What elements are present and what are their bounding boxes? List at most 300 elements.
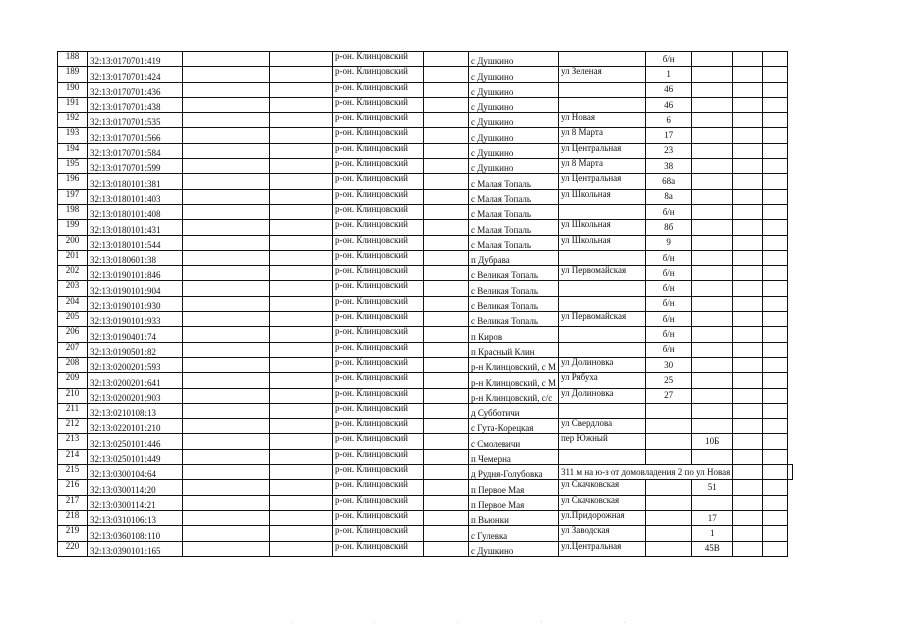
street-name: ул 8 Марта: [558, 159, 645, 174]
street-name: [558, 296, 645, 311]
cadastral-number: 32:13:0250101:449: [88, 449, 183, 464]
empty-cell: [270, 296, 333, 311]
empty-cell: [692, 296, 733, 311]
row-number: 217: [58, 495, 88, 510]
empty-cell: [424, 510, 469, 525]
empty-cell: [733, 312, 763, 327]
cadastral-number: 32:13:0170701:438: [88, 97, 183, 112]
district-name: р-он. Клинцовский: [333, 419, 424, 434]
empty-cell: [692, 373, 733, 388]
empty-cell: [183, 327, 270, 342]
house-number: 1: [646, 67, 692, 82]
empty-cell: [424, 189, 469, 204]
empty-cell: [270, 113, 333, 128]
house-number: 23: [646, 143, 692, 158]
row-number: 211: [58, 403, 88, 418]
empty-cell: [270, 52, 333, 67]
empty-cell: [183, 189, 270, 204]
row-number: 205: [58, 312, 88, 327]
district-name: р-он. Клинцовский: [333, 465, 424, 480]
row-number: 207: [58, 342, 88, 357]
empty-cell: [692, 143, 733, 158]
empty-cell: [692, 67, 733, 82]
empty-cell: [646, 434, 692, 449]
empty-cell: [692, 312, 733, 327]
street-name: [558, 327, 645, 342]
table-row: [58, 281, 793, 296]
cadastral-number: 32:13:0170701:535: [88, 113, 183, 128]
empty-cell: [183, 465, 270, 480]
cadastral-number: 32:13:0170701:599: [88, 159, 183, 174]
house-number: [646, 541, 692, 556]
street-name: [558, 82, 645, 97]
empty-cell: [692, 250, 733, 265]
cadastral-number: 32:13:0180601:38: [88, 250, 183, 265]
empty-cell: [424, 204, 469, 219]
empty-cell: [424, 403, 469, 418]
street-name: ул Школьная: [558, 235, 645, 250]
empty-cell: [270, 204, 333, 219]
row-number: 215: [58, 465, 88, 480]
district-name: р-он. Клинцовский: [333, 204, 424, 219]
cadastral-number: 32:13:0170701:436: [88, 82, 183, 97]
empty-cell: [270, 342, 333, 357]
empty-cell: [733, 189, 763, 204]
street-name: ул Долиновка: [558, 357, 645, 372]
empty-cell: [424, 266, 469, 281]
street-name: [558, 52, 645, 67]
cadastral-number: 32:13:0200201:641: [88, 373, 183, 388]
house-number: 1: [692, 526, 733, 541]
locality-name: с Душкино: [469, 113, 559, 128]
empty-cell: [763, 189, 788, 204]
empty-cell: [183, 342, 270, 357]
cadastral-number: 32:13:0170701:424: [88, 67, 183, 82]
empty-cell: [183, 357, 270, 372]
row-number: 194: [58, 143, 88, 158]
empty-cell: [270, 281, 333, 296]
empty-cell: [692, 266, 733, 281]
cadastral-number: 32:13:0360108:110: [88, 526, 183, 541]
empty-cell: [763, 52, 788, 67]
empty-cell: [763, 541, 788, 556]
empty-cell: [763, 143, 788, 158]
locality-name: с Душкино: [469, 82, 559, 97]
empty-cell: [763, 465, 788, 480]
street-name: ул Скачковская: [558, 480, 645, 495]
empty-cell: [733, 541, 763, 556]
table-row: [58, 296, 793, 311]
table-row: [58, 204, 793, 219]
table-row: [58, 266, 793, 281]
row-number: 212: [58, 419, 88, 434]
empty-cell: [183, 434, 270, 449]
street-name: ул Центральная: [558, 174, 645, 189]
house-number: 25: [646, 373, 692, 388]
street-name: ул Центральная: [558, 143, 645, 158]
district-name: р-он. Клинцовский: [333, 235, 424, 250]
cadastral-number: 32:13:0300114:21: [88, 495, 183, 510]
street-name: ул Свердлова: [558, 419, 645, 434]
district-name: р-он. Клинцовский: [333, 480, 424, 495]
house-number: 17: [692, 510, 733, 525]
empty-cell: [763, 480, 788, 495]
empty-cell: [183, 312, 270, 327]
district-name: р-он. Клинцовский: [333, 312, 424, 327]
street-name: [558, 250, 645, 265]
street-name: [558, 204, 645, 219]
street-name: [558, 449, 645, 464]
street-name: ул Зеленая: [558, 67, 645, 82]
house-number: 10Б: [692, 434, 733, 449]
empty-cell: [424, 526, 469, 541]
empty-cell: [270, 480, 333, 495]
district-name: р-он. Клинцовский: [333, 403, 424, 418]
empty-cell: [424, 495, 469, 510]
house-number: б/н: [646, 281, 692, 296]
locality-name: р-н Клинцовский, с/с: [469, 388, 559, 403]
locality-name: д Субботичи: [469, 403, 559, 418]
locality-name: с Душкино: [469, 143, 559, 158]
empty-cell: [788, 465, 793, 480]
district-name: р-он. Клинцовский: [333, 82, 424, 97]
empty-cell: [733, 434, 763, 449]
empty-cell: [763, 388, 788, 403]
empty-cell: [424, 97, 469, 112]
empty-cell: [733, 113, 763, 128]
house-number: б/н: [646, 52, 692, 67]
house-number: б/н: [646, 250, 692, 265]
empty-cell: [733, 526, 763, 541]
empty-cell: [733, 128, 763, 143]
street-name: ул Школьная: [558, 189, 645, 204]
empty-cell: [733, 97, 763, 112]
empty-cell: [692, 419, 733, 434]
empty-cell: [763, 434, 788, 449]
table-row: [58, 97, 793, 112]
scan-artifact: · · · · ·: [290, 620, 666, 626]
cadastral-number: 32:13:0190101:846: [88, 266, 183, 281]
empty-cell: [763, 357, 788, 372]
empty-cell: [733, 510, 763, 525]
empty-cell: [733, 480, 763, 495]
empty-cell: [183, 235, 270, 250]
locality-name: с Смолевичи: [469, 434, 559, 449]
empty-cell: [733, 220, 763, 235]
street-name: [558, 97, 645, 112]
empty-cell: [270, 495, 333, 510]
house-number: б/н: [646, 312, 692, 327]
empty-cell: [733, 266, 763, 281]
district-name: р-он. Клинцовский: [333, 250, 424, 265]
house-number-extra: 45В: [692, 541, 733, 556]
house-number: [646, 403, 692, 418]
empty-cell: [733, 465, 763, 480]
empty-cell: [763, 419, 788, 434]
cadastral-number: 32:13:0200201:903: [88, 388, 183, 403]
cadastral-number: 32:13:0180101:431: [88, 220, 183, 235]
table-row: [58, 403, 793, 418]
empty-cell: [270, 97, 333, 112]
empty-cell: [270, 373, 333, 388]
empty-cell: [692, 449, 733, 464]
empty-cell: [692, 388, 733, 403]
row-number: 210: [58, 388, 88, 403]
street-name: пер Южный: [558, 434, 645, 449]
table-row: [58, 465, 793, 480]
empty-cell: [270, 128, 333, 143]
empty-cell: [183, 495, 270, 510]
cadastral-number: 32:13:0190501:82: [88, 342, 183, 357]
empty-cell: [733, 388, 763, 403]
house-number: 6: [646, 113, 692, 128]
empty-cell: [763, 403, 788, 418]
street-name: ул.Придорожная: [558, 510, 645, 525]
district-name: р-он. Клинцовский: [333, 174, 424, 189]
table-row: [58, 220, 793, 235]
empty-cell: [733, 281, 763, 296]
empty-cell: [270, 327, 333, 342]
empty-cell: [424, 159, 469, 174]
empty-cell: [424, 67, 469, 82]
empty-cell: [692, 357, 733, 372]
district-name: р-он. Клинцовский: [333, 495, 424, 510]
table-row: [58, 159, 793, 174]
row-number: 201: [58, 250, 88, 265]
empty-cell: [270, 526, 333, 541]
empty-cell: [733, 449, 763, 464]
locality-name: с Душкино: [469, 52, 559, 67]
table-row: [58, 480, 793, 495]
table-row: [58, 357, 793, 372]
row-number: 190: [58, 82, 88, 97]
empty-cell: [424, 388, 469, 403]
house-number: [646, 449, 692, 464]
empty-cell: [733, 342, 763, 357]
row-number: 196: [58, 174, 88, 189]
street-name: ул Заводская: [558, 526, 645, 541]
house-number: 9: [646, 235, 692, 250]
empty-cell: [270, 250, 333, 265]
row-number: 220: [58, 541, 88, 556]
house-number: 17: [646, 128, 692, 143]
empty-cell: [183, 510, 270, 525]
district-name: р-он. Клинцовский: [333, 189, 424, 204]
empty-cell: [270, 67, 333, 82]
house-number: б/н: [646, 266, 692, 281]
empty-cell: [270, 541, 333, 556]
district-name: р-он. Клинцовский: [333, 449, 424, 464]
district-name: р-он. Клинцовский: [333, 373, 424, 388]
table-row: [58, 495, 793, 510]
locality-name: с Малая Топаль: [469, 174, 559, 189]
empty-cell: [763, 128, 788, 143]
empty-cell: [763, 204, 788, 219]
house-number: 27: [646, 388, 692, 403]
house-number: 68а: [646, 174, 692, 189]
street-name: [558, 342, 645, 357]
empty-cell: [424, 250, 469, 265]
district-name: р-он. Клинцовский: [333, 143, 424, 158]
empty-cell: [270, 419, 333, 434]
cadastral-number: 32:13:0310106:13: [88, 510, 183, 525]
table-row: [58, 449, 793, 464]
table-row: [58, 82, 793, 97]
row-number: 195: [58, 159, 88, 174]
empty-cell: [763, 342, 788, 357]
locality-name: с Душкино: [469, 97, 559, 112]
street-name: ул Первомайская: [558, 312, 645, 327]
house-number: б/н: [646, 327, 692, 342]
empty-cell: [763, 113, 788, 128]
locality-name: п Красный Клин: [469, 342, 559, 357]
empty-cell: [733, 327, 763, 342]
cadastral-number: 32:13:0300104:64: [88, 465, 183, 480]
row-number: 214: [58, 449, 88, 464]
district-name: р-он. Клинцовский: [333, 327, 424, 342]
cadastral-number: 32:13:0250101:446: [88, 434, 183, 449]
house-number: 30: [646, 357, 692, 372]
empty-cell: [183, 67, 270, 82]
empty-cell: [270, 159, 333, 174]
empty-cell: [424, 143, 469, 158]
locality-name: с Великая Топаль: [469, 312, 559, 327]
street-name: [558, 281, 645, 296]
locality-name: с Великая Топаль: [469, 266, 559, 281]
empty-cell: [646, 526, 692, 541]
table-row: [58, 67, 793, 82]
locality-name: с Малая Топаль: [469, 204, 559, 219]
row-number: 198: [58, 204, 88, 219]
empty-cell: [424, 296, 469, 311]
empty-cell: [763, 373, 788, 388]
empty-cell: [763, 312, 788, 327]
table-body: [58, 52, 793, 557]
locality-name: д Рудня-Голубовка: [469, 465, 559, 480]
table-row: [58, 143, 793, 158]
house-number: [692, 495, 733, 510]
empty-cell: [692, 174, 733, 189]
district-name: р-он. Клинцовский: [333, 357, 424, 372]
empty-cell: [692, 113, 733, 128]
cadastral-number: 32:13:0390101:165: [88, 541, 183, 556]
table-row: [58, 327, 793, 342]
empty-cell: [424, 357, 469, 372]
district-name: р-он. Клинцовский: [333, 526, 424, 541]
district-name: р-он. Клинцовский: [333, 52, 424, 67]
locality-name: п Первое Мая: [469, 495, 559, 510]
table-row: [58, 235, 793, 250]
empty-cell: [733, 174, 763, 189]
row-number: 218: [58, 510, 88, 525]
empty-cell: [646, 480, 692, 495]
empty-cell: [183, 128, 270, 143]
empty-cell: [183, 159, 270, 174]
empty-cell: [183, 97, 270, 112]
empty-cell: [692, 220, 733, 235]
empty-cell: [763, 250, 788, 265]
row-number: 216: [58, 480, 88, 495]
empty-cell: [183, 403, 270, 418]
street-name: ул.Центральная: [558, 541, 645, 556]
house-number: 46: [646, 97, 692, 112]
street-name: ул Долиновка: [558, 388, 645, 403]
empty-cell: [183, 296, 270, 311]
table-row: [58, 388, 793, 403]
empty-cell: [183, 113, 270, 128]
locality-name: с Душкино: [469, 128, 559, 143]
cadastral-number: 32:13:0170701:584: [88, 143, 183, 158]
locality-name: с Душкино: [469, 67, 559, 82]
locality-name: с Малая Топаль: [469, 235, 559, 250]
district-name: р-он. Клинцовский: [333, 266, 424, 281]
table-row: [58, 250, 793, 265]
empty-cell: [183, 480, 270, 495]
locality-name: п Чемерна: [469, 449, 559, 464]
locality-name: с Малая Топаль: [469, 189, 559, 204]
row-number: 202: [58, 266, 88, 281]
empty-cell: [646, 510, 692, 525]
district-name: р-он. Клинцовский: [333, 113, 424, 128]
locality-name: с Малая Топаль: [469, 220, 559, 235]
table-row: [58, 189, 793, 204]
empty-cell: [183, 82, 270, 97]
empty-cell: [733, 204, 763, 219]
empty-cell: [270, 174, 333, 189]
table-row: [58, 526, 793, 541]
locality-name: с Великая Топаль: [469, 296, 559, 311]
row-number: 191: [58, 97, 88, 112]
empty-cell: [692, 342, 733, 357]
empty-cell: [424, 449, 469, 464]
empty-cell: [424, 220, 469, 235]
street-name: ул Скачковская: [558, 495, 645, 510]
empty-cell: [183, 373, 270, 388]
empty-cell: [763, 526, 788, 541]
district-name: р-он. Клинцовский: [333, 434, 424, 449]
table-row: [58, 434, 793, 449]
empty-cell: [270, 434, 333, 449]
cadastral-number: 32:13:0300114:20: [88, 480, 183, 495]
empty-cell: [270, 235, 333, 250]
house-number: 46: [646, 82, 692, 97]
table-row: [58, 128, 793, 143]
cadastral-number: 32:13:0190101:933: [88, 312, 183, 327]
empty-cell: [733, 495, 763, 510]
locality-name: п Киров: [469, 327, 559, 342]
empty-cell: [692, 204, 733, 219]
empty-cell: [183, 541, 270, 556]
empty-cell: [733, 373, 763, 388]
house-number: 8а: [646, 189, 692, 204]
empty-cell: [763, 327, 788, 342]
empty-cell: [270, 403, 333, 418]
empty-cell: [424, 434, 469, 449]
empty-cell: [424, 419, 469, 434]
table-row: [58, 342, 793, 357]
empty-cell: [733, 67, 763, 82]
empty-cell: [183, 526, 270, 541]
district-name: р-он. Клинцовский: [333, 342, 424, 357]
row-number: 192: [58, 113, 88, 128]
locality-name: р-н Клинцовский, с М: [469, 357, 559, 372]
property-register-table: [57, 51, 793, 557]
locality-name: п Дубрава: [469, 250, 559, 265]
table-row: [58, 541, 793, 556]
street-name: ул Школьная: [558, 220, 645, 235]
empty-cell: [692, 189, 733, 204]
house-number: [646, 419, 692, 434]
